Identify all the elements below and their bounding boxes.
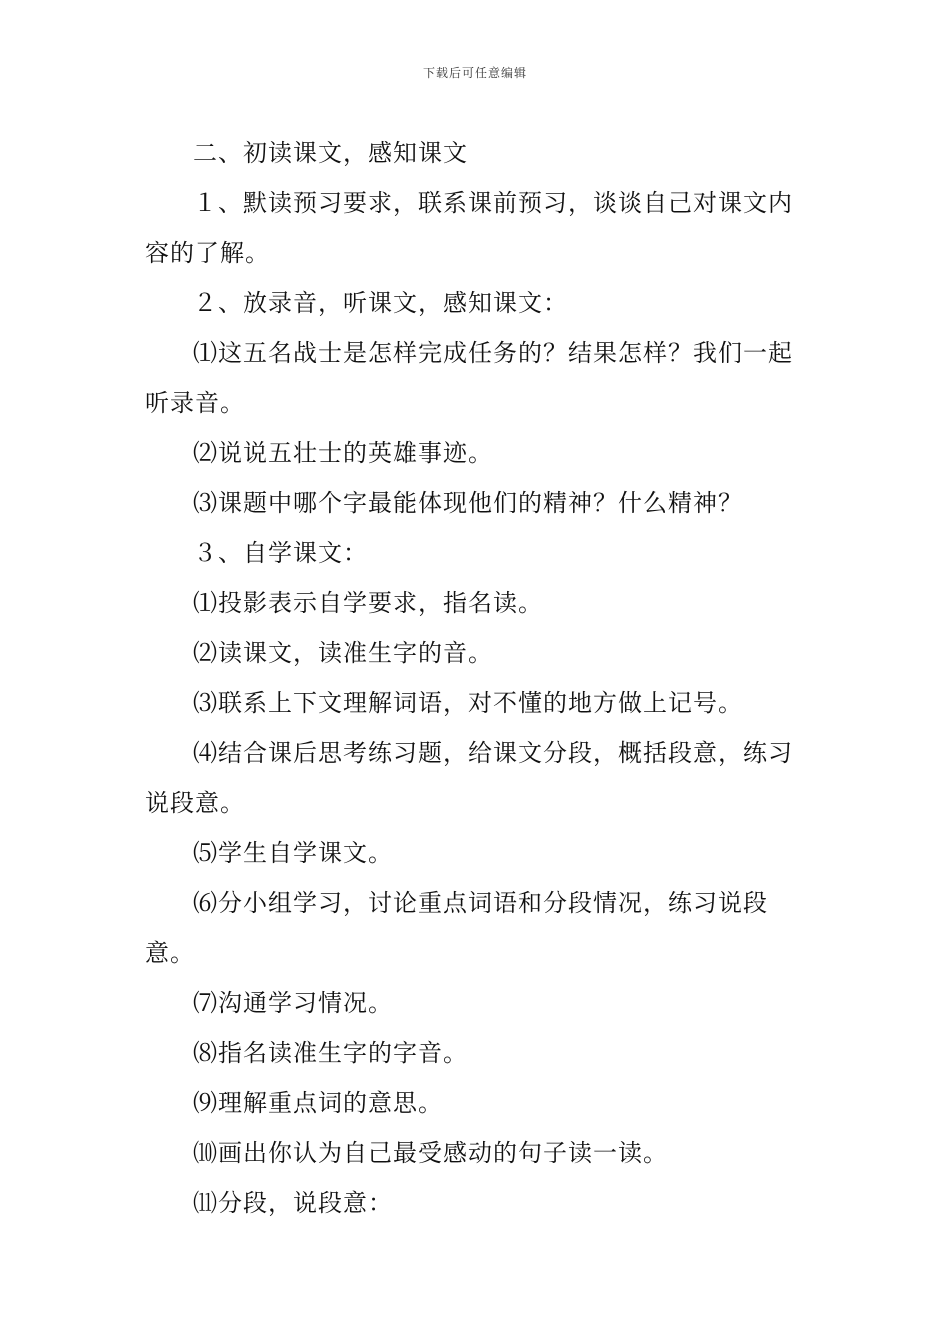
paragraph: １、默读预习要求，联系课前预习，谈谈自己对课文内容的了解。 bbox=[145, 189, 793, 267]
list-item: ⑴投影表示自学要求，指名读。 bbox=[193, 589, 543, 617]
paragraph: ２、放录音，听课文，感知课文： bbox=[193, 289, 568, 317]
list-item: ⑷结合课后思考练习题，给课文分段，概括段意，练习说段意。 bbox=[145, 739, 793, 817]
list-item: ⑹分小组学习，讨论重点词语和分段情况，练习说段意。 bbox=[145, 889, 768, 967]
paragraph: ３、自学课文： bbox=[193, 539, 368, 567]
page-header-note: 下载后可任意编辑 bbox=[422, 66, 527, 80]
document-body bbox=[145, 128, 810, 1228]
list-item: ⑶联系上下文理解词语，对不懂的地方做上记号。 bbox=[193, 689, 743, 717]
list-item: ⑼理解重点词的意思。 bbox=[193, 1089, 443, 1117]
list-item: ⑾分段，说段意： bbox=[193, 1189, 393, 1217]
list-item: ⑴这五名战士是怎样完成任务的？结果怎样？我们一起听录音。 bbox=[145, 339, 793, 417]
list-item: ⑵说说五壮士的英雄事迹。 bbox=[193, 439, 493, 467]
list-item: ⑻指名读准生字的字音。 bbox=[193, 1039, 468, 1067]
list-item: ⑶课题中哪个字最能体现他们的精神？什么精神？ bbox=[193, 489, 743, 517]
list-item: ⑽画出你认为自己最受感动的句子读一读。 bbox=[193, 1139, 668, 1167]
list-item: ⑺沟通学习情况。 bbox=[193, 989, 393, 1017]
section-heading: 二、初读课文，感知课文 bbox=[193, 139, 468, 167]
list-item: ⑸学生自学课文。 bbox=[193, 839, 393, 867]
list-item: ⑵读课文，读准生字的音。 bbox=[193, 639, 493, 667]
